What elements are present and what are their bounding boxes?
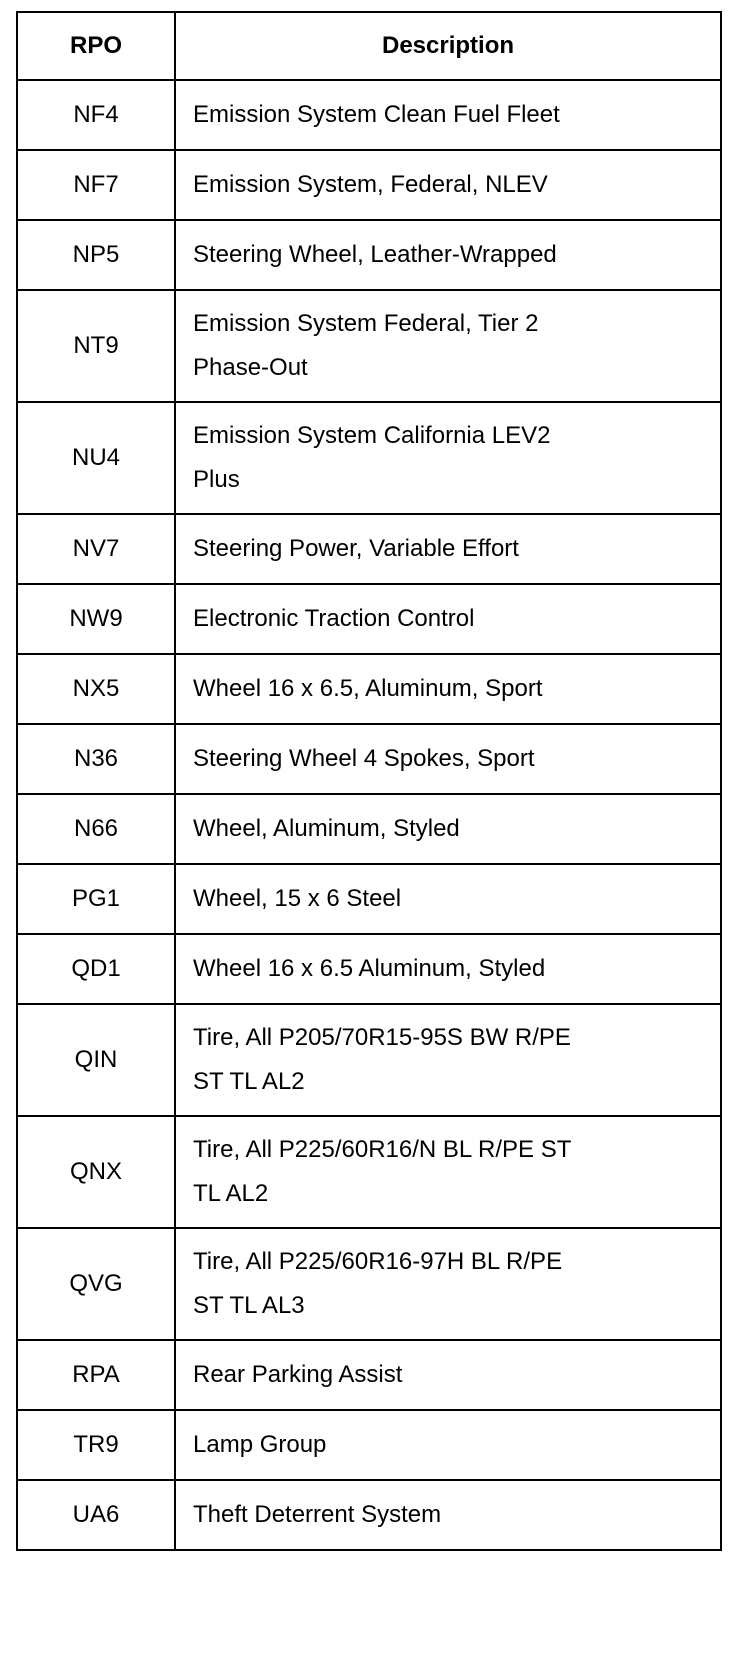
description-line: ST TL AL3: [193, 1292, 305, 1319]
description-line: Wheel, Aluminum, Styled: [193, 815, 460, 842]
description-line: Emission System Federal, Tier 2: [193, 310, 539, 337]
table-row: [17, 80, 721, 150]
table-row: [17, 934, 721, 1004]
description-line: Phase-Out: [193, 354, 308, 381]
description-line: Tire, All P225/60R16/N BL R/PE ST: [193, 1136, 572, 1163]
description-line: Steering Wheel 4 Spokes, Sport: [193, 745, 535, 772]
table-row: [17, 290, 721, 402]
description-line: Wheel, 15 x 6 Steel: [193, 885, 402, 912]
rpo-table: [16, 11, 722, 1551]
table-body: [17, 80, 721, 1550]
rpo-code-cell: UA6: [17, 1480, 175, 1550]
rpo-code-cell: RPA: [17, 1340, 175, 1410]
rpo-code-cell: N66: [17, 794, 175, 864]
description-cell: [175, 584, 721, 654]
table-row: [17, 724, 721, 794]
description-line: Wheel 16 x 6.5, Aluminum, Sport: [193, 675, 543, 702]
description-cell: [175, 724, 721, 794]
rpo-code-cell: NW9: [17, 584, 175, 654]
description-cell: [175, 794, 721, 864]
description-cell: [175, 402, 721, 514]
rpo-code-cell: N36: [17, 724, 175, 794]
description-cell: [175, 290, 721, 402]
description-cell: [175, 654, 721, 724]
description-line: Electronic Traction Control: [193, 605, 475, 632]
description-line: Emission System Clean Fuel Fleet: [193, 101, 560, 128]
table-row: [17, 1228, 721, 1340]
table-row: [17, 1340, 721, 1410]
rpo-code-cell: TR9: [17, 1410, 175, 1480]
table-row: [17, 220, 721, 290]
table-row: [17, 654, 721, 724]
description-line: Steering Power, Variable Effort: [193, 535, 519, 562]
rpo-code-cell: NP5: [17, 220, 175, 290]
description-line: Theft Deterrent System: [193, 1501, 442, 1528]
description-line: Emission System, Federal, NLEV: [193, 171, 548, 198]
rpo-code-cell: NT9: [17, 290, 175, 402]
description-line: Emission System California LEV2: [193, 422, 551, 449]
description-cell: [175, 1228, 721, 1340]
rpo-code-cell: QD1: [17, 934, 175, 1004]
description-cell: [175, 1004, 721, 1116]
description-cell: [175, 514, 721, 584]
table-row: [17, 1004, 721, 1116]
table-row: [17, 514, 721, 584]
table-row: [17, 402, 721, 514]
description-cell: [175, 150, 721, 220]
rpo-code-cell: NU4: [17, 402, 175, 514]
table-row: [17, 150, 721, 220]
rpo-table-container: [16, 11, 720, 1551]
table-row: [17, 864, 721, 934]
table-row: [17, 794, 721, 864]
description-line: Tire, All P205/70R15-95S BW R/PE: [193, 1024, 571, 1051]
description-cell: [175, 1116, 721, 1228]
header-description: Description: [175, 12, 721, 80]
description-line: Wheel 16 x 6.5 Aluminum, Styled: [193, 955, 546, 982]
rpo-code-cell: NF7: [17, 150, 175, 220]
table-row: [17, 1116, 721, 1228]
table-row: [17, 1410, 721, 1480]
rpo-code-cell: PG1: [17, 864, 175, 934]
rpo-code-cell: NF4: [17, 80, 175, 150]
description-cell: [175, 1340, 721, 1410]
rpo-code-cell: NX5: [17, 654, 175, 724]
description-line: Rear Parking Assist: [193, 1361, 403, 1388]
description-cell: [175, 1410, 721, 1480]
description-cell: [175, 80, 721, 150]
description-cell: [175, 934, 721, 1004]
description-line: ST TL AL2: [193, 1068, 305, 1095]
rpo-code-cell: QNX: [17, 1116, 175, 1228]
description-cell: [175, 220, 721, 290]
description-line: Steering Wheel, Leather-Wrapped: [193, 241, 557, 268]
description-cell: [175, 1480, 721, 1550]
rpo-code-cell: QIN: [17, 1004, 175, 1116]
description-line: TL AL2: [193, 1180, 269, 1207]
rpo-code-cell: QVG: [17, 1228, 175, 1340]
table-row: [17, 584, 721, 654]
table-row: [17, 1480, 721, 1550]
header-rpo: RPO: [17, 12, 175, 80]
header-row: [17, 12, 721, 80]
description-line: Tire, All P225/60R16-97H BL R/PE: [193, 1248, 563, 1275]
description-line: Lamp Group: [193, 1431, 327, 1458]
description-line: Plus: [193, 466, 240, 493]
rpo-code-cell: NV7: [17, 514, 175, 584]
description-cell: [175, 864, 721, 934]
